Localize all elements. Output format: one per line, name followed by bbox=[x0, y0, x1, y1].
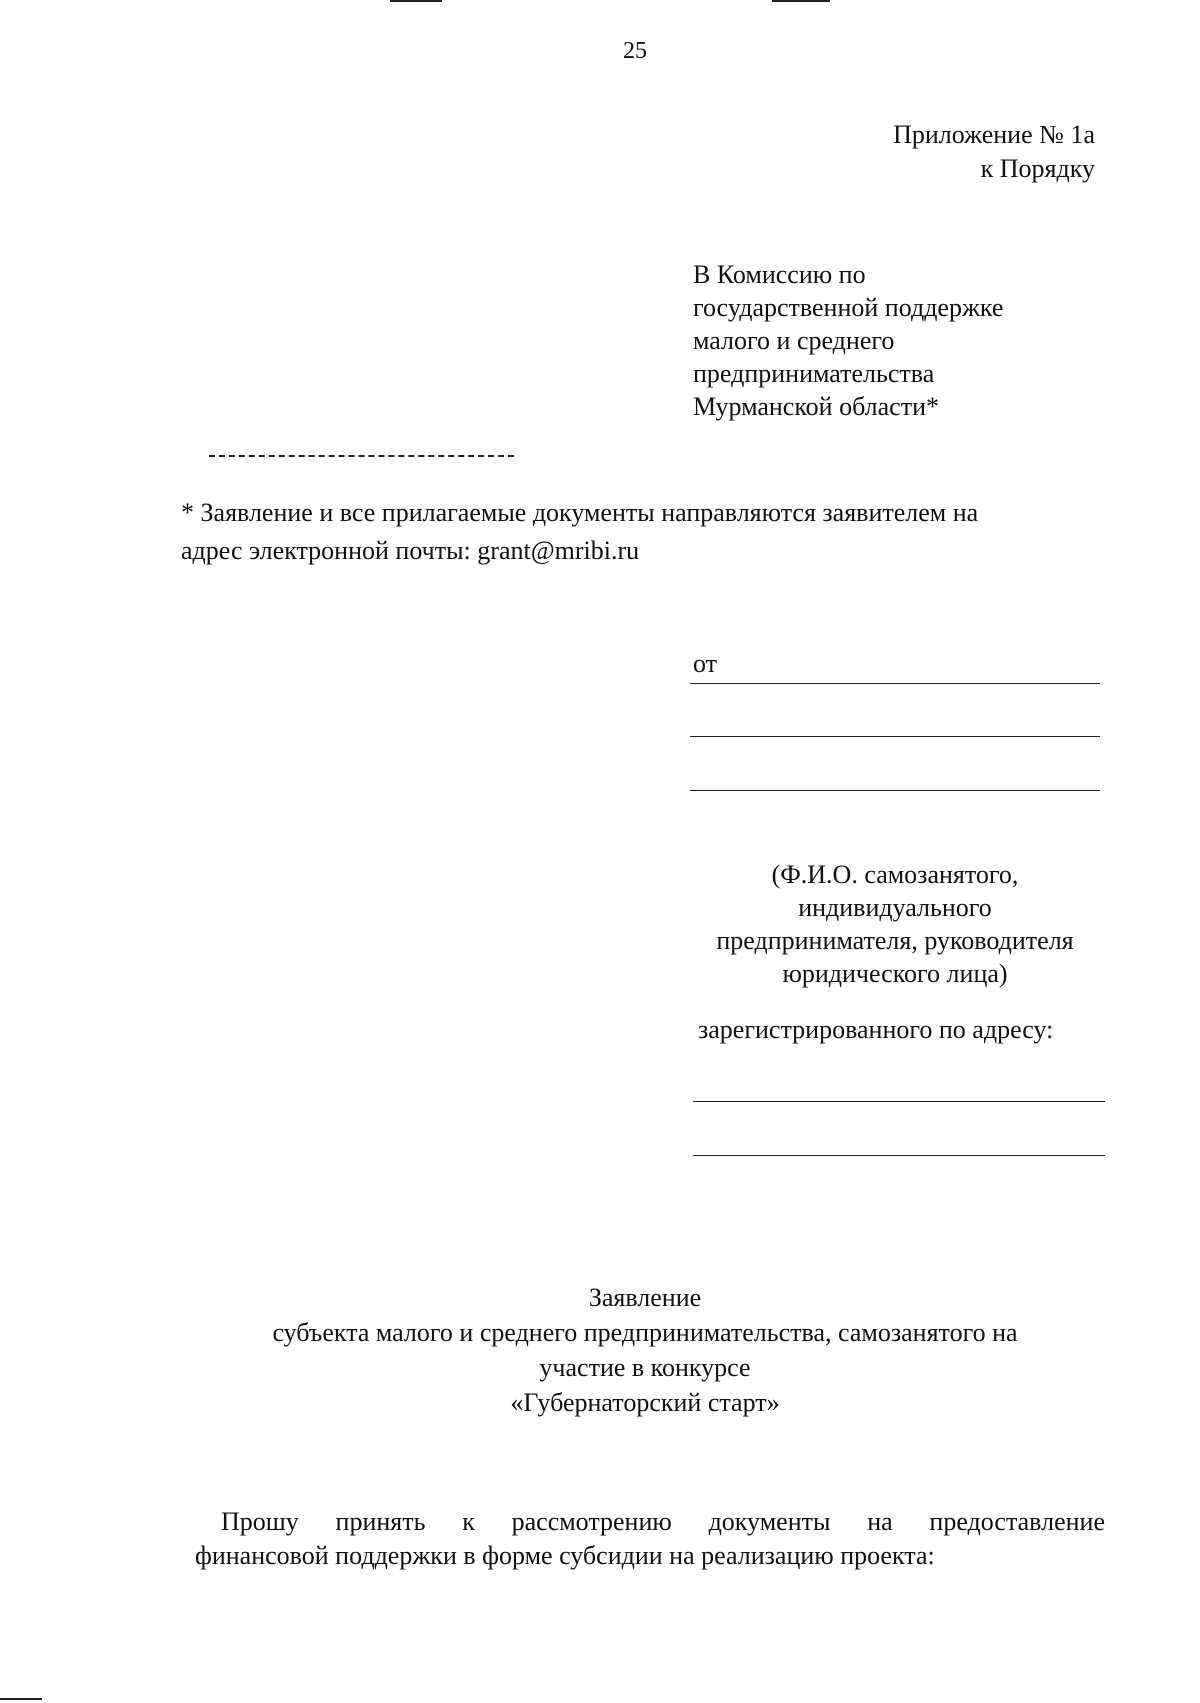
fill-line bbox=[690, 790, 1100, 791]
request-word: рассмотрению bbox=[511, 1507, 672, 1536]
addressee-line: В Комиссию по bbox=[693, 260, 866, 289]
request-first-line bbox=[195, 1505, 1105, 1539]
request-word: предоставление bbox=[929, 1507, 1105, 1536]
fill-line bbox=[690, 736, 1100, 737]
request-word: принять bbox=[335, 1507, 426, 1536]
fill-line bbox=[693, 1101, 1105, 1102]
scan-mark bbox=[772, 0, 830, 2]
fio-caption-line: (Ф.И.О. самозанятого, bbox=[771, 860, 1019, 889]
scan-mark bbox=[0, 1698, 42, 1700]
fio-caption-line: индивидуального bbox=[798, 893, 992, 922]
scan-mark bbox=[390, 0, 442, 2]
addressee-block bbox=[693, 258, 1003, 423]
addressee-line: государственной поддержке bbox=[693, 293, 1004, 322]
fill-line bbox=[693, 1155, 1105, 1156]
footnote-line: адрес электронной почты: grant@mribi.ru bbox=[181, 536, 640, 565]
addressee-line: Мурманской области* bbox=[693, 392, 939, 421]
request-word: к bbox=[462, 1507, 475, 1536]
fill-line bbox=[690, 683, 1100, 684]
footnote-line: * Заявление и все прилагаемые документы направляются заявителем на bbox=[181, 498, 979, 527]
fio-caption-line: юридического лица) bbox=[782, 959, 1008, 988]
request-word: документы bbox=[708, 1507, 831, 1536]
request-second-line: финансовой поддержки в форме субсидии на реализацию проекта: bbox=[195, 1541, 935, 1570]
appendix-number: Приложение № 1а bbox=[893, 120, 1095, 149]
statement-title: Заявление bbox=[588, 1283, 702, 1312]
fio-caption bbox=[690, 858, 1100, 990]
addressee-line: малого и среднего bbox=[693, 326, 895, 355]
fio-caption-line: предпринимателя, руководителя bbox=[716, 926, 1074, 955]
statement-subtitle: участие в конкурсе bbox=[539, 1353, 751, 1382]
request-word: на bbox=[867, 1507, 893, 1536]
page-number: 25 bbox=[623, 38, 647, 64]
statement-contest-name: «Губернаторский старт» bbox=[510, 1388, 780, 1417]
from-label: от bbox=[693, 649, 718, 678]
footnote-separator bbox=[209, 455, 514, 457]
statement-subtitle: субъекта малого и среднего предпринимательства, самозанятого на bbox=[272, 1318, 1018, 1347]
addressee-line: предпринимательства bbox=[693, 359, 935, 388]
request-paragraph bbox=[195, 1505, 1105, 1573]
registered-address-label: зарегистрированного по адресу: bbox=[698, 1015, 1054, 1044]
footnote bbox=[181, 494, 978, 570]
appendix-header bbox=[893, 118, 1095, 186]
statement-title-block bbox=[200, 1280, 1090, 1420]
appendix-reference: к Порядку bbox=[980, 154, 1095, 183]
request-word: Прошу bbox=[221, 1507, 299, 1536]
